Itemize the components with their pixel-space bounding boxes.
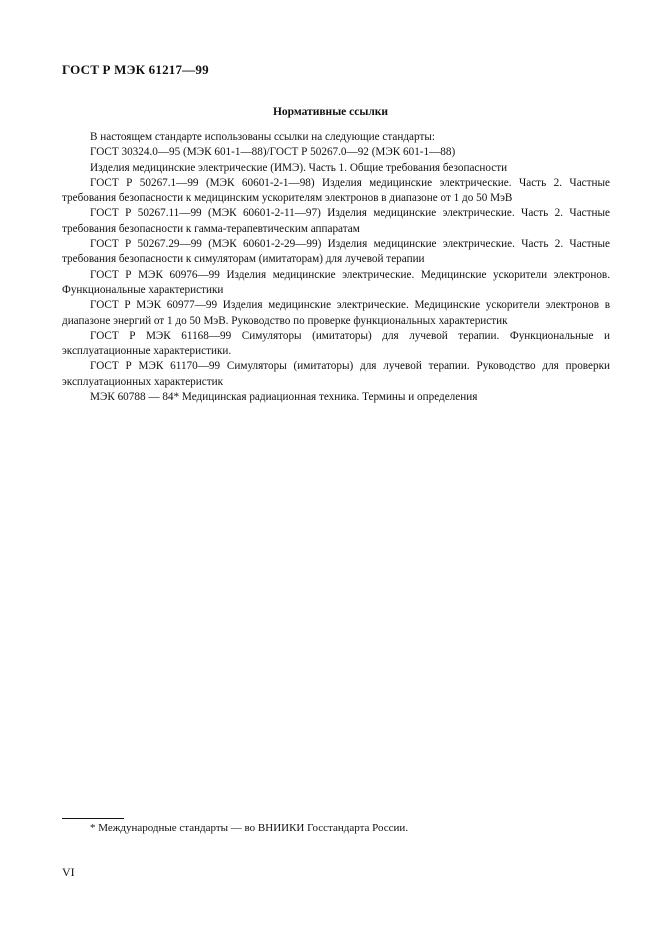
- reference-paragraph: ГОСТ Р МЭК 61168—99 Симуляторы (имитаторы) для лучевой терапии. Функциональные и эксплуатационные характеристики.: [62, 329, 610, 358]
- reference-paragraph: Изделия медицинские электрические (ИМЭ). Часть 1. Общие требования безопасности: [90, 161, 508, 174]
- section-title: Нормативные ссылки: [272, 106, 389, 118]
- reference-paragraph: ГОСТ 30324.0—95 (МЭК 601-1—88)/ГОСТ Р 50267.0—92 (МЭК 601-1—88): [90, 146, 456, 159]
- reference-paragraph: ГОСТ Р МЭК 60977—99 Изделия медицинские электрические. Медицинские ускорители электронов в диапазоне энергий от 1 до 50 МэВ. Руководство по проверке функциональных характеристик: [62, 299, 610, 327]
- footnote-divider: [62, 818, 124, 819]
- footnote: * Международные стандарты — во ВНИИКИ Госстандарта России.: [90, 822, 409, 834]
- reference-paragraph: ГОСТ Р МЭК 60976—99 Изделия медицинские электрические. Медицинские ускорители электронов. Функциональные характеристики: [62, 268, 610, 296]
- document-code-header: ГОСТ Р МЭК 61217—99: [62, 62, 209, 77]
- reference-paragraph: ГОСТ Р 50267.1—99 (МЭК 60601-2-1—98) Изделия медицинские электрические. Часть 2. Частные требования безопасности к медицинским ускорителям электронов в диапазоне от 1 до 50 МэВ: [62, 176, 610, 205]
- intro-paragraph: В настоящем стандарте использованы ссылки на следующие стандарты:: [90, 131, 435, 143]
- reference-paragraph: ГОСТ Р МЭК 61170—99 Симуляторы (имитаторы) для лучевой терапии. Руководство для проверки эксплуатационных характеристик: [62, 360, 610, 388]
- reference-paragraph: ГОСТ Р 50267.29—99 (МЭК 60601-2-29—99) Изделия медицинские электрические. Часть 2. Частные требования безопасности к симуляторам (имитаторам) для лучевой терапии: [62, 238, 610, 266]
- reference-paragraph: МЭК 60788 — 84* Медицинская радиационная техника. Термины и определения: [90, 391, 478, 404]
- page-number: VI: [62, 865, 75, 879]
- references-list: [62, 130, 610, 405]
- reference-paragraph: ГОСТ Р 50267.11—99 (МЭК 60601-2-11—97) Изделия медицинские электрические. Часть 2. Частные требования безопасности к гамма-терапевтическим аппаратам: [62, 207, 610, 235]
